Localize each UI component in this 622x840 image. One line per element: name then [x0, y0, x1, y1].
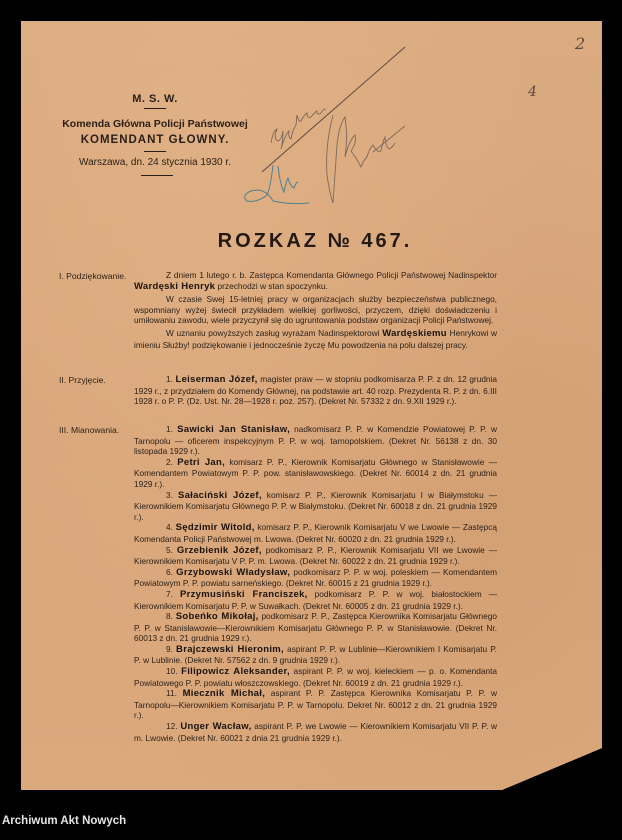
person-name: Grzebienik Józef, — [176, 544, 262, 556]
paragraph: W czasie Swej 15-letniej pracy w organizacjach służby bezpieczeństwa publicznego, wspomniany wyżej świecił przykładem wielkiej gorliwości, przyczem, dzięki doświadczeniu i umiłowaniu zawodu, wiele przyczynił się do ugruntowania podstaw organizacji Policji Państwowej. — [134, 294, 497, 326]
person-name: Brajczewski Hieronim, — [176, 643, 284, 655]
list-item: 1. Leiserman Józef, magister praw — w stopniu podkomisarza P. P. z dn. 12 grudnia 1929 r., z przydziałem do Komendy Głównej, na podstawie art. 40 rozp. Prezydenta R. P. z dn. 6.III 1928 r. o P. P. (Dz. Ust. Nr. 28—1928 r. poz. 257). (Dekret Nr. 57332 z dn. 9.XII 1929 r.). — [134, 374, 497, 407]
section-admission-body — [134, 374, 497, 407]
office-title: KOMENDANT GŁOWNY. — [80, 134, 230, 146]
list-item: 6. Grzybowski Władysław, podkomisarz P. P. w woj. poleskiem — Komendantem Powiatowym P. P. powiatu sarneńskiego. (Dekret Nr. 60015 z 21 grudnia 1929 r.). — [134, 566, 497, 589]
archive-credit: Archiwum Akt Nowych — [2, 815, 127, 827]
institution-name: Komenda Główna Policji Państwowej — [62, 118, 248, 130]
person-name: Filipowicz Aleksander, — [181, 666, 290, 678]
list-item: 11. Miecznik Michał, aspirant P. P. Zastępca Kierownika Komisarjatu P. P. w Tarnopolu—Kierownikiem Komisarjatu P. P. w Tarnopolu. Dekret Nr. 60012 z dn. 21 grudnia 1929 r.). — [134, 688, 497, 721]
person-name: Sędzimir Witold, — [175, 522, 255, 534]
person-name: Sobeńko Mikołaj, — [175, 611, 259, 623]
person-name: Wardęski Henryk — [134, 280, 216, 292]
person-name: Wardęskiemu — [382, 327, 447, 339]
person-name: Przymusiński Franciszek, — [180, 588, 308, 600]
section-label-appointments: III. Mianowania. — [59, 425, 120, 435]
paragraph: W uznaniu powyższych zasług wyrażam Nadinspektorowi Wardęskiemu Henrykowi w imieniu Służby! podziękowanie i jednocześnie życzę Mu powodzenia na polu dalszej pracy. — [134, 327, 497, 350]
list-item: 7. Przymusiński Franciszek, podkomisarz P. P. w woj. białostockiem — Kierownikiem Komisarjatu P. P. w Suwałkach. (Dekret Nr. 60005 z dn. 21 grudnia 1929 r.). — [134, 588, 497, 611]
section-appointments-body — [134, 424, 497, 743]
person-name: Grzybowski Władysław, — [176, 566, 291, 578]
header-divider — [144, 108, 166, 109]
place-date: Warszawa, dn. 24 stycznia 1930 r. — [79, 157, 231, 168]
list-item: 8. Sobeńko Mikołaj, podkomisarz P. P., Zastępca Kierownika Komisarjatu Głównego P. P. w Stanisławowie—Kierownikiem Komisarjatu Głównego P. P. w Stanisławowie. (Dekret Nr. 60013 z dn. 21 grudnia 1929 r.). — [134, 611, 498, 644]
corner-mark: 4 — [528, 84, 537, 100]
paragraph: Z dniem 1 lutego r. b. Zastępca Komendanta Głównego Policji Państwowej Nadinspektor Wardęski Henryk przechodzi w stan spoczynku. — [134, 270, 497, 292]
list-item: 12. Unger Wacław, aspirant P. P. we Lwowie — Kierownikiem Komisarjatu VII P. P. w m. Lwowie. (Dekret Nr. 60021 z dnia 21 grudnia 1929 r.). — [134, 721, 497, 743]
header-divider — [144, 151, 166, 152]
list-item: 2. Petri Jan, komisarz P. P., Kierownik Komisarjatu Głównego w Stanisławowie — Komendantem Powiatowym P. P. pow. stanisławowskiego. (Dekret Nr. 60014 z dn. 21 grudnia 1929 r.). — [134, 456, 497, 489]
order-title: ROZKAZ № 467. — [217, 230, 413, 252]
list-item: 4. Sędzimir Witold, komisarz P. P., Kierownik Komisarjatu V we Lwowie — Zastępcą Komendanta Policji Państwowej m. Lwowa. (Dekret Nr. 60020 z dn. 21 grudnia 1929 r.). — [134, 522, 497, 544]
page-number: 2 — [575, 34, 586, 53]
person-name: Unger Wacław, — [180, 721, 252, 733]
list-item: 9. Brajczewski Hieronim, aspirant P. P. w Lublinie—Kierownikiem I Komisarjatu P. P. w Lublinie. (Dekret Nr. 57562 z dn. 9 grudnia 1929 r.). — [134, 643, 497, 666]
section-label-admission: II. Przyjęcie. — [59, 375, 106, 385]
person-name: Sawicki Jan Stanisław, — [177, 424, 291, 435]
section-label-thanks: I. Podziękowanie. — [59, 271, 127, 281]
section-thanks-body — [134, 270, 497, 350]
person-name: Sałaciński Józef, — [177, 489, 262, 501]
person-name: Petri Jan, — [177, 456, 226, 468]
list-item: 1. Sawicki Jan Stanisław, nadkomisarz P. P. w Komendzie Powiatowej P. P. w Tarnopolu — oficerem inspekcyjnym P. P. w woj. tarnopolskiem. (Dekret Nr. 56138 z dn. 30 listopada 1929 r.). — [134, 424, 497, 457]
list-item: 5. Grzebienik Józef, podkomisarz P. P., Kierownik Komisarjatu VII we Lwowie — Kierownikiem Komisarjatu V P. P. m. Lwowa. (Dekret Nr. 60022 z dn. 21 grudnia 1929 r.). — [134, 544, 498, 567]
ministry-abbrev: M. S. W. — [132, 93, 178, 105]
person-name: Miecznik Michał, — [182, 688, 266, 700]
list-item: 3. Sałaciński Józef, komisarz P. P., Kierownik Komisarjatu I w Białymstoku — Kierownikiem Komisarjatu Głównego P. P. w Białymstoku. (Dekret Nr. 60018 z dn. 21 grudnia 1929 r.). — [134, 489, 497, 522]
person-name: Leiserman Józef, — [175, 374, 258, 385]
header-divider — [141, 175, 173, 176]
list-item: 10. Filipowicz Aleksander, aspirant P. P. w woj. kieleckiem — p. o. Komendanta Powiatowego P. P. powiatu włoszczowskiego. (Dekret Nr. 60019 z dn. 21 grudnia 1929 r.). — [134, 666, 497, 688]
